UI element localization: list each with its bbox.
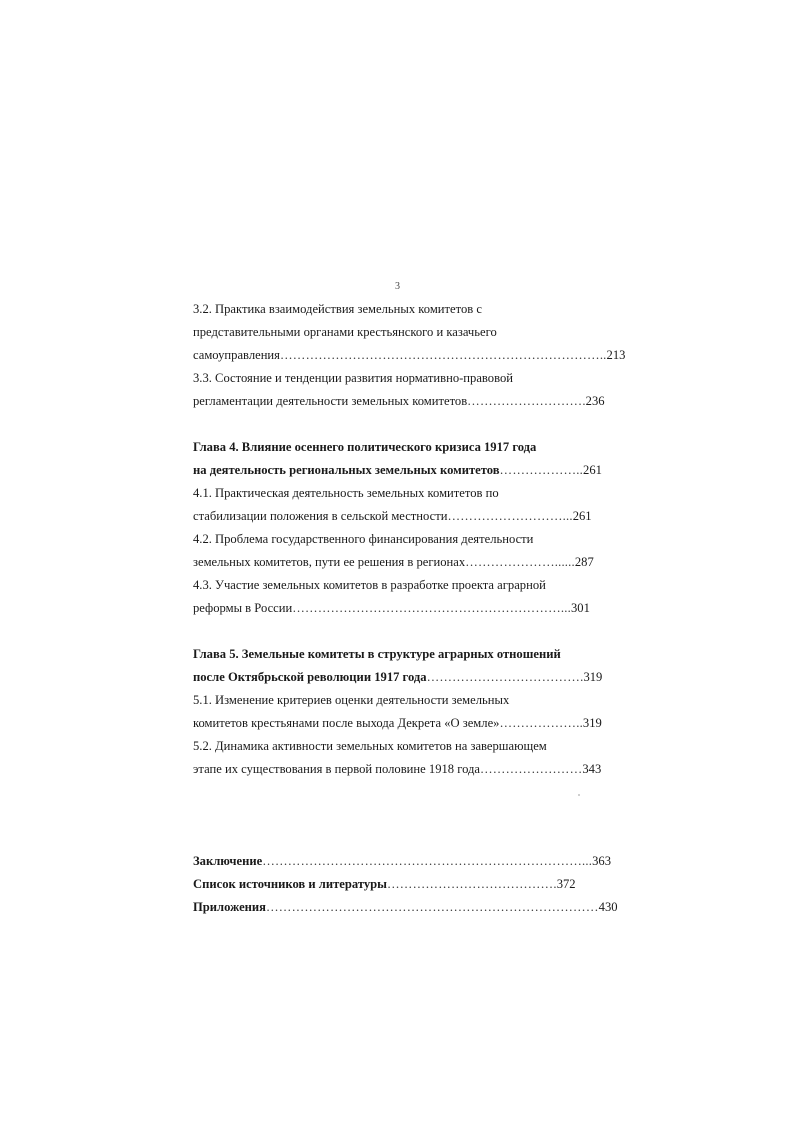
toc-entry-3-2-line-1: 3.2. Практика взаимодействия земельных комитетов с [193, 302, 482, 316]
toc-entry-5-2-line-2 [193, 758, 633, 781]
toc-chapter-4-page: 261 [583, 463, 602, 477]
toc-entry-3-3-title-end: регламентации деятельности земельных комитетов [193, 394, 468, 408]
toc-conclusion-page: 363 [592, 854, 611, 868]
toc-chapter-5-title-end: после Октябрьской революции 1917 года [193, 670, 427, 684]
toc-entry-4-2-line-2 [193, 551, 633, 574]
toc-entry-5-2-line-1: 5.2. Динамика активности земельных комитетов на завершающем [193, 739, 547, 753]
toc-entry-5-2-page: 343 [582, 762, 602, 776]
toc-chapter-5-line-2 [193, 666, 633, 689]
toc-conclusion [193, 850, 633, 873]
page-number: 3 [395, 281, 400, 292]
toc-entry-4-1-line-2 [193, 505, 633, 528]
toc-entry-5-1-line-2 [193, 712, 633, 735]
dot-leader: …………………...... [465, 555, 575, 569]
table-of-contents [193, 298, 633, 919]
toc-entry-4-2-title-end: земельных комитетов, пути ее решения в регионах [193, 555, 466, 569]
toc-sources-page: 372 [556, 877, 576, 891]
toc-sources [193, 873, 633, 896]
dot-leader: ……………….. [499, 716, 583, 730]
dot-leader: ………………………. [467, 394, 586, 408]
toc-entry-3-2-page: 213 [606, 348, 626, 362]
toc-entry-4-3-title-end: реформы в России [193, 601, 293, 615]
toc-entry-3-2-title-end: самоуправления [193, 348, 280, 362]
spacer [193, 827, 633, 850]
toc-appendices-title: Приложения [193, 900, 266, 914]
toc-entry-5-2-title-end: этапе их существования в первой половине 1918 года [193, 762, 481, 776]
toc-sources-title: Список источников и литературы [193, 877, 388, 891]
toc-entry-4-3-page: 301 [570, 601, 590, 615]
dot-leader: ………………………………………………………... [292, 601, 571, 615]
toc-entry-5-1-line-1: 5.1. Изменение критериев оценки деятельности земельных [193, 693, 510, 707]
spacer [193, 781, 633, 827]
toc-appendices [193, 896, 633, 919]
toc-appendices-page: 430 [598, 900, 618, 914]
dot-leader: …………………………………………………………………... [262, 854, 593, 868]
toc-entry-4-1-page: 261 [572, 509, 592, 523]
dot-leader: ………………………... [447, 509, 573, 523]
toc-entry-4-3-line-1: 4.3. Участие земельных комитетов в разработке проекта аграрной [193, 578, 546, 592]
toc-entry-3-2-line-3 [193, 344, 633, 367]
dot-leader: ……………….. [499, 463, 584, 477]
toc-entry-3-3-line-2 [193, 390, 633, 413]
toc-entry-4-1-title-end: стабилизации положения в сельской местности [193, 509, 448, 523]
toc-chapter-4-line-2 [193, 459, 633, 482]
toc-entry-4-1-line-1: 4.1. Практическая деятельность земельных комитетов по [193, 486, 499, 500]
toc-conclusion-title: Заключение [193, 854, 263, 868]
scan-speck [578, 794, 580, 796]
toc-entry-3-3-line-1: 3.3. Состояние и тенденции развития нормативно-правовой [193, 371, 513, 385]
spacer [193, 620, 633, 643]
toc-entry-4-3-line-2 [193, 597, 633, 620]
toc-entry-5-1-title-end: комитетов крестьянами после выхода Декрета «О земле» [193, 716, 500, 730]
dot-leader: ………………………………………………………………….. [279, 348, 607, 362]
toc-entry-3-2-line-2: представительными органами крестьянского и казачьего [193, 325, 497, 339]
dot-leader: …………………… [480, 762, 583, 776]
toc-chapter-5-page: 319 [583, 670, 603, 684]
toc-entry-3-3-page: 236 [585, 394, 605, 408]
toc-chapter-4-line-1: Глава 4. Влияние осеннего политического кризиса 1917 года [193, 440, 537, 454]
dot-leader: ………………………………. [426, 670, 584, 684]
spacer [193, 413, 633, 436]
toc-entry-4-2-line-1: 4.2. Проблема государственного финансирования деятельности [193, 532, 534, 546]
toc-entry-5-1-page: 319 [582, 716, 602, 730]
dot-leader: …………………………………………………………………… [266, 900, 599, 914]
toc-entry-4-2-page: 287 [574, 555, 594, 569]
dot-leader: …………………………………. [387, 877, 557, 891]
toc-chapter-4-title-end: на деятельность региональных земельных комитетов [193, 463, 500, 477]
toc-chapter-5-line-1: Глава 5. Земельные комитеты в структуре аграрных отношений [193, 647, 561, 661]
